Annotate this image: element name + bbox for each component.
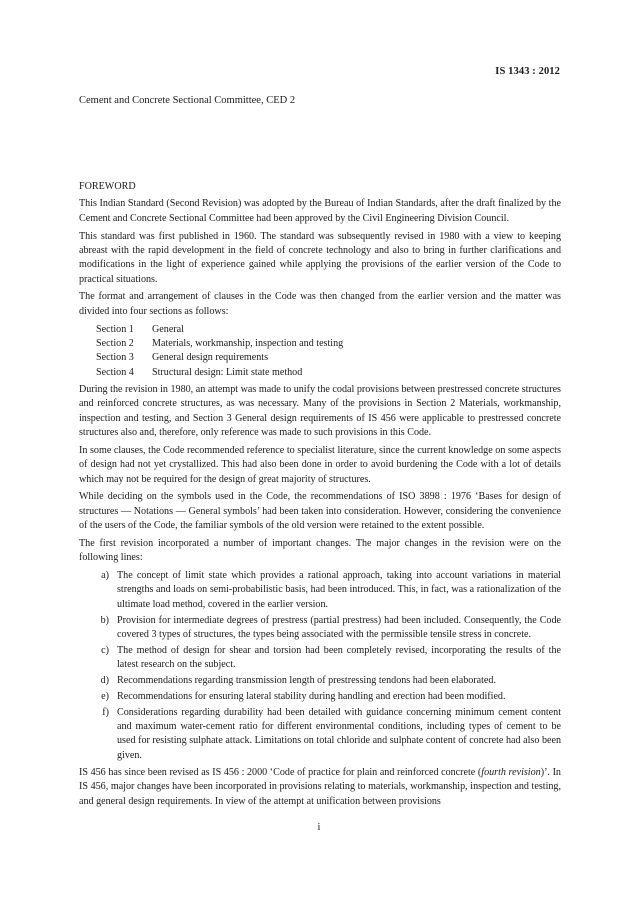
page-number: i [317, 822, 321, 833]
section-title: Structural design: Limit state method [152, 366, 303, 378]
list-marker: d) [100, 675, 109, 686]
list-item [79, 569, 561, 612]
paragraph-format: The format and arrangement of clauses in the Code was then changed from the earlier version and the matter was divided into four sections as follows: [79, 291, 561, 317]
list-text: Recommendations regarding transmission length of prestressing tendons had been elaborated. [117, 675, 496, 686]
section-list [96, 323, 561, 380]
standard-number: IS 1343 : 2012 [495, 66, 560, 77]
paragraph-specialist-literature: In some clauses, the Code recommended reference to specialist literature, since the current knowledge on some aspects of design had not yet crystallized. This had also been done in order to avoid burdening the Code with a lot of details which may not be required for the design of great majority of structures. [79, 444, 561, 485]
paragraph-unification: During the revision in 1980, an attempt was made to unify the codal provisions between prestressed concrete structures and reinforced concrete structures, as was necessary. Many of the provisions in Section 2 Materials, workmanship, inspection and testing, and Section 3 General design requirements of IS 456 were applicable to prestressed concrete structures also and, therefore, only reference was made to such provisions in this Code. [79, 383, 561, 438]
list-text: The concept of limit state which provides a rational approach, taking into account variations in material strengths and loads on semi-probabilistic basis, had been introduced. This, in fact, was a rationalization of the ultimate load method, covered in the earlier version. [117, 570, 561, 610]
changes-list [79, 569, 561, 763]
section-row [96, 351, 561, 365]
list-item [79, 706, 561, 763]
section-row [96, 366, 561, 380]
revision-emphasis: fourth revision [481, 767, 541, 779]
section-number: Section 4 [96, 366, 134, 378]
paragraph-text-start: IS 456 has since been revised as IS 456 : 2000 ‘Code of practice for plain and reinforced concrete ( [79, 767, 482, 779]
foreword-body [79, 180, 561, 813]
paragraph-is456-revision [79, 766, 561, 809]
list-item [79, 690, 561, 704]
committee-name: Cement and Concrete Sectional Committee, CED 2 [79, 95, 296, 106]
paragraph-first-revision: The first revision incorporated a number of important changes. The major changes in the revision were on the following lines: [79, 537, 561, 564]
section-row [96, 323, 561, 337]
list-marker: f) [102, 706, 109, 718]
list-item [79, 614, 561, 643]
section-title: General [152, 323, 184, 335]
paragraph-text-end: )’. In IS 456, major changes have been incorporated in provisions relating to materials, workmanship, inspection and testing, and general design requirements. In view of the attempt at unification between provisions [79, 767, 561, 807]
section-number: Section 3 [96, 352, 134, 364]
section-title: General design requirements [152, 352, 269, 364]
section-number: Section 2 [96, 337, 134, 349]
section-title: Materials, workmanship, inspection and testing [152, 337, 344, 349]
list-marker: e) [101, 690, 109, 702]
list-item [79, 674, 561, 688]
foreword-heading: FOREWORD [79, 181, 136, 192]
list-text: The method of design for shear and torsion had been completely revised, incorporating the results of the latest research on the subject. [117, 644, 561, 671]
list-marker: a) [101, 570, 109, 582]
paragraph-history: This standard was first published in 1960. The standard was subsequently revised in 1980 with a view to keeping abreast with the rapid development in the field of concrete technology and also to bring in further clarifications and modifications in the light of experience gained while applying the provisions of the earlier version of the Code to practical situations. [79, 230, 561, 285]
paragraph-adoption: This Indian Standard (Second Revision) was adopted by the Bureau of Indian Standards, after the draft finalized by the Cement and Concrete Sectional Committee had been approved by the Civil Engineering Division Council. [79, 198, 561, 224]
list-text: Recommendations for ensuring lateral stability during handling and erection had been modified. [117, 690, 506, 702]
list-marker: b) [100, 614, 109, 626]
list-marker: c) [101, 644, 109, 656]
list-item [79, 644, 561, 673]
list-text: Provision for intermediate degrees of prestress (partial prestress) had been included. Consequently, the Code covered 3 types of structures, the types being associated with the permissible tensile stress in concrete. [117, 614, 561, 640]
list-text: Considerations regarding durability had been detailed with guidance concerning minimum cement content and maximum water-cement ratio for different environmental conditions, including types of cement to be used for resisting sulphate attack. Limitations on total chloride and sulphate content of concrete had also been given. [117, 706, 561, 761]
paragraph-symbols: While deciding on the symbols used in the Code, the recommendations of ISO 3898 : 1976 ‘Bases for design of structures — Notations — General symbols’ had been taken into consideration. However, considering the convenience of the users of the Code, the familiar symbols of the old version were retained to the extent possible. [79, 491, 561, 532]
section-row [96, 337, 561, 351]
section-number: Section 1 [96, 323, 134, 335]
